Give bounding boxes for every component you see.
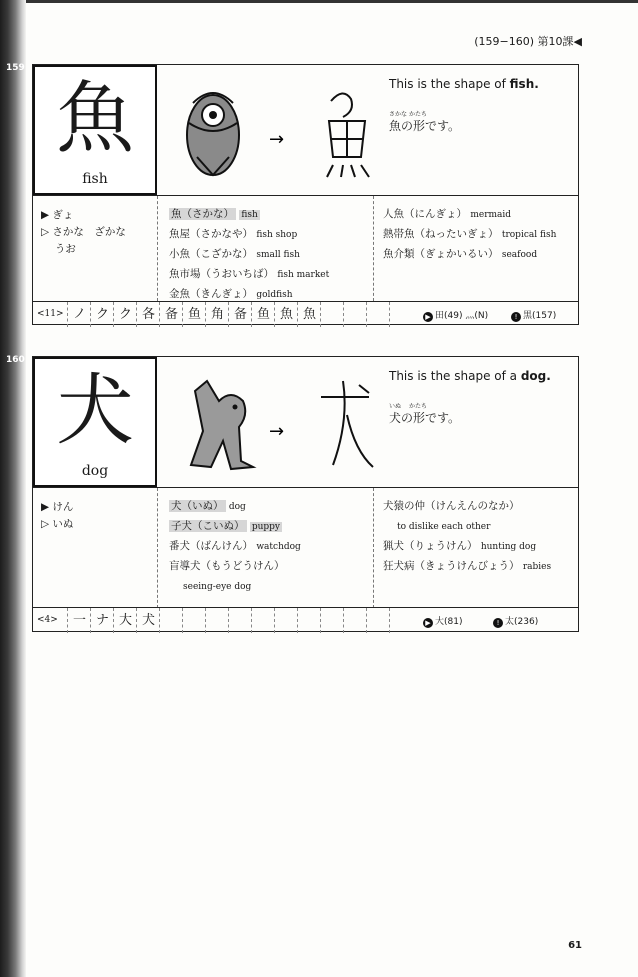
stroke-cell [366, 302, 390, 327]
stroke-cell: 魚 [274, 302, 298, 327]
stroke-cell: 犬 [136, 608, 160, 633]
vocab-item: 魚屋（さかなや） fish shop [169, 228, 298, 240]
kanji-box [33, 357, 157, 487]
entry-number: 159 [6, 63, 25, 73]
card-top-row [33, 357, 578, 488]
shape-japanese: 魚の形です。 [389, 119, 461, 133]
stroke-cell [320, 302, 344, 327]
stroke-cell [251, 608, 275, 633]
shape-english: This is the shape of a dog. [389, 369, 551, 383]
vocab-item: 犬（いぬ） dog [171, 500, 246, 512]
stroke-cell: 一 [67, 608, 91, 633]
shape-ruby-2: かたち [409, 403, 428, 410]
stroke-cell: ナ [90, 608, 114, 633]
divider [157, 196, 158, 301]
stroke-cell [297, 608, 321, 633]
stroke-cell: 备 [228, 302, 252, 327]
vocab-item: to dislike each other [397, 522, 491, 532]
stroke-cell [343, 608, 367, 633]
vocab-item: 番犬（ばんけん） watchdog [169, 540, 301, 552]
vocab-item: 小魚（こざかな） small fish [169, 248, 300, 260]
vocab-list-left [169, 205, 329, 305]
lesson-header: (159−160) 第10課◀ [474, 35, 582, 48]
kanji-card-dog [32, 356, 579, 632]
reading-kun: ▷ いぬ [41, 518, 74, 530]
stroke-cell: 角 [205, 302, 229, 327]
stroke-count: <4> [37, 615, 58, 625]
exclamation-icon: ! [511, 312, 521, 322]
stroke-cell [274, 608, 298, 633]
kanji-card-fish [32, 64, 579, 325]
vocab-item: 犬猿の仲（けんえんのなか） [383, 500, 520, 512]
vocab-list-right [383, 497, 551, 577]
stroke-count: <11> [37, 309, 64, 319]
reading-on: ▶ けん [41, 501, 74, 513]
stroke-cell: ノ [67, 302, 91, 327]
stroke-cell [228, 608, 252, 633]
vocab-list-right [383, 205, 556, 265]
shape-english: This is the shape of fish. [389, 77, 539, 91]
stroke-cell: 备 [159, 302, 183, 327]
shape-japanese: 犬の形です。 [389, 411, 461, 425]
reference-2: ! 太(236) [493, 614, 538, 628]
stroke-cell: ク [113, 302, 137, 327]
divider [373, 196, 374, 301]
reading-kun: ▷ さかな ざかな [41, 226, 126, 238]
play-icon: ▶ [423, 312, 433, 322]
divider [373, 488, 374, 608]
entry-number: 160 [6, 355, 25, 365]
play-icon: ▶ [423, 618, 433, 628]
kanji-box [33, 65, 157, 195]
vocab-item: 金魚（きんぎょ） goldfish [169, 288, 293, 300]
readings [41, 499, 73, 533]
stroke-cell [343, 302, 367, 327]
stroke-cell [205, 608, 229, 633]
vocab-item: 猟犬（りょうけん） hunting dog [383, 540, 537, 552]
card-top-row [33, 65, 578, 196]
shape-ruby-2: かたち [409, 111, 428, 118]
reference-1: ▶ 大(81) [423, 614, 462, 628]
stroke-cell [389, 608, 413, 633]
page-number: 61 [568, 940, 582, 951]
main-kanji: 魚 [55, 74, 134, 164]
vocab-item: 子犬（こいぬ） puppy [171, 520, 281, 532]
book-spine-shadow [0, 0, 26, 977]
stroke-cell [366, 608, 390, 633]
vocab-item: 盲導犬（もうどうけん） [169, 560, 285, 572]
reference-1: ▶ 田(49) ⺣(N) [423, 308, 488, 322]
reference-2: ! 黒(157) [511, 308, 556, 322]
stroke-cell: ク [90, 302, 114, 327]
top-border [0, 0, 638, 3]
exclamation-icon: ! [493, 618, 503, 628]
vocab-item: seeing-eye dog [183, 582, 252, 592]
readings [41, 207, 126, 258]
stroke-cell: 魚 [297, 302, 321, 327]
vocab-item: 魚（さかな） fish [171, 208, 258, 220]
stroke-cell [389, 302, 413, 327]
stroke-cell: 鱼 [251, 302, 275, 327]
shape-ruby-1: さかな [389, 111, 408, 118]
shape-ruby-1: いぬ [389, 403, 402, 410]
vocab-item: 熱帯魚（ねったいぎょ） tropical fish [383, 228, 557, 240]
stroke-cell [320, 608, 344, 633]
reading-kun-2: うお [41, 243, 76, 255]
vocab-item: 魚介類（ぎょかいるい） seafood [383, 248, 538, 260]
dog-illustration [183, 371, 383, 481]
vocab-item: 魚市場（うおいちば） fish market [169, 268, 330, 280]
stroke-cell [182, 608, 206, 633]
kanji-meaning: dog [81, 463, 109, 479]
arrow-icon: → [269, 129, 285, 150]
divider [157, 488, 158, 608]
fish-illustration [183, 79, 383, 189]
main-kanji: 犬 [55, 366, 134, 456]
stroke-cell: 各 [136, 302, 160, 327]
stroke-cell: 大 [113, 608, 137, 633]
stroke-cell [159, 608, 183, 633]
vocab-item: 狂犬病（きょうけんびょう） rabies [383, 560, 552, 572]
kanji-meaning: fish [82, 171, 108, 187]
reading-on: ▶ ぎょ [41, 209, 74, 221]
vocab-item: 人魚（にんぎょ） mermaid [383, 208, 512, 220]
stroke-cell: 鱼 [182, 302, 206, 327]
arrow-icon: → [269, 421, 285, 442]
stroke-order-row [33, 607, 578, 633]
vocab-list-left [169, 497, 301, 597]
stroke-order-row [33, 301, 578, 327]
